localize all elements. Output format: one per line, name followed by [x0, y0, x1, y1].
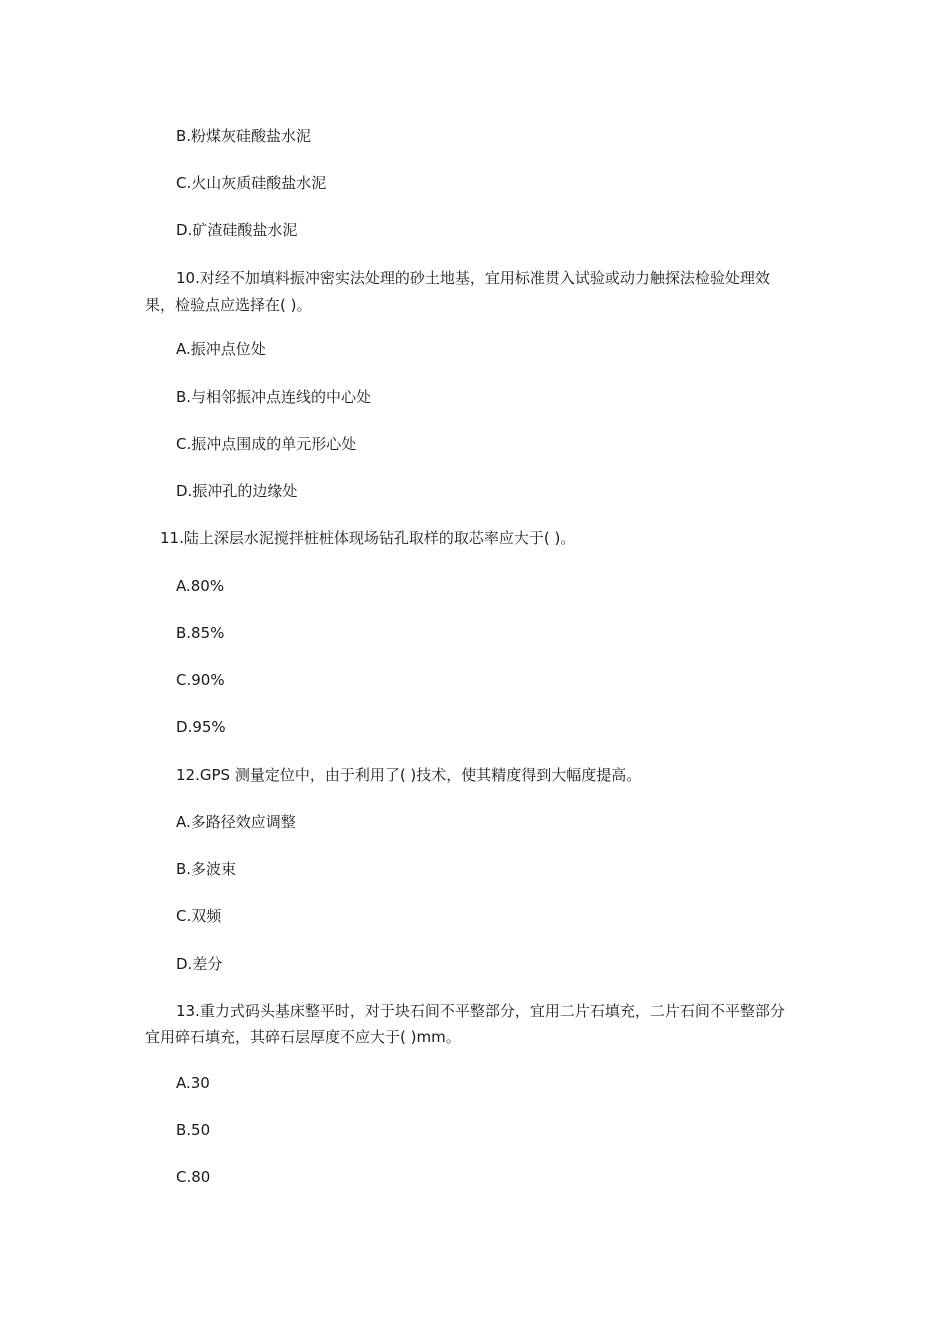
- option-11b: B.85%: [176, 624, 225, 642]
- option-13c: C.80: [176, 1168, 211, 1186]
- option-11c: C.90%: [176, 671, 225, 689]
- option-9c: C.火山灰质硅酸盐水泥: [176, 174, 327, 192]
- option-12c: C.双频: [176, 907, 222, 925]
- option-12d: D.差分: [176, 955, 223, 973]
- question-13-continued: 宜用碎石填充，其碎石层厚度不应大于( )mm。: [145, 1028, 461, 1046]
- option-10b: B.与相邻振冲点连线的中心处: [176, 388, 372, 406]
- option-13a: A.30: [176, 1074, 210, 1092]
- option-12a: A.多路径效应调整: [176, 813, 296, 831]
- option-10a: A.振冲点位处: [176, 340, 266, 358]
- question-11: 11.陆上深层水泥搅拌桩桩体现场钻孔取样的取芯率应大于( )。: [160, 529, 576, 547]
- option-9b: B.粉煤灰硅酸盐水泥: [176, 127, 312, 145]
- option-12b: B.多波束: [176, 860, 237, 878]
- option-11a: A.80%: [176, 577, 225, 595]
- option-10d: D.振冲孔的边缘处: [176, 482, 298, 500]
- option-13b: B.50: [176, 1121, 211, 1139]
- question-10-continued: 果，检验点应选择在( )。: [145, 296, 312, 314]
- option-9d: D.矿渣硅酸盐水泥: [176, 221, 298, 239]
- question-13: 13.重力式码头基床整平时，对于块石间不平整部分，宜用二片石填充，二片石间不平整部分: [176, 1002, 785, 1020]
- option-11d: D.95%: [176, 718, 226, 736]
- question-12: 12.GPS 测量定位中，由于利用了( )技术，使其精度得到大幅度提高。: [176, 766, 642, 784]
- option-10c: C.振冲点围成的单元形心处: [176, 435, 357, 453]
- question-10: 10.对经不加填料振冲密实法处理的砂土地基，宜用标准贯入试验或动力触探法检验处理效: [176, 269, 770, 287]
